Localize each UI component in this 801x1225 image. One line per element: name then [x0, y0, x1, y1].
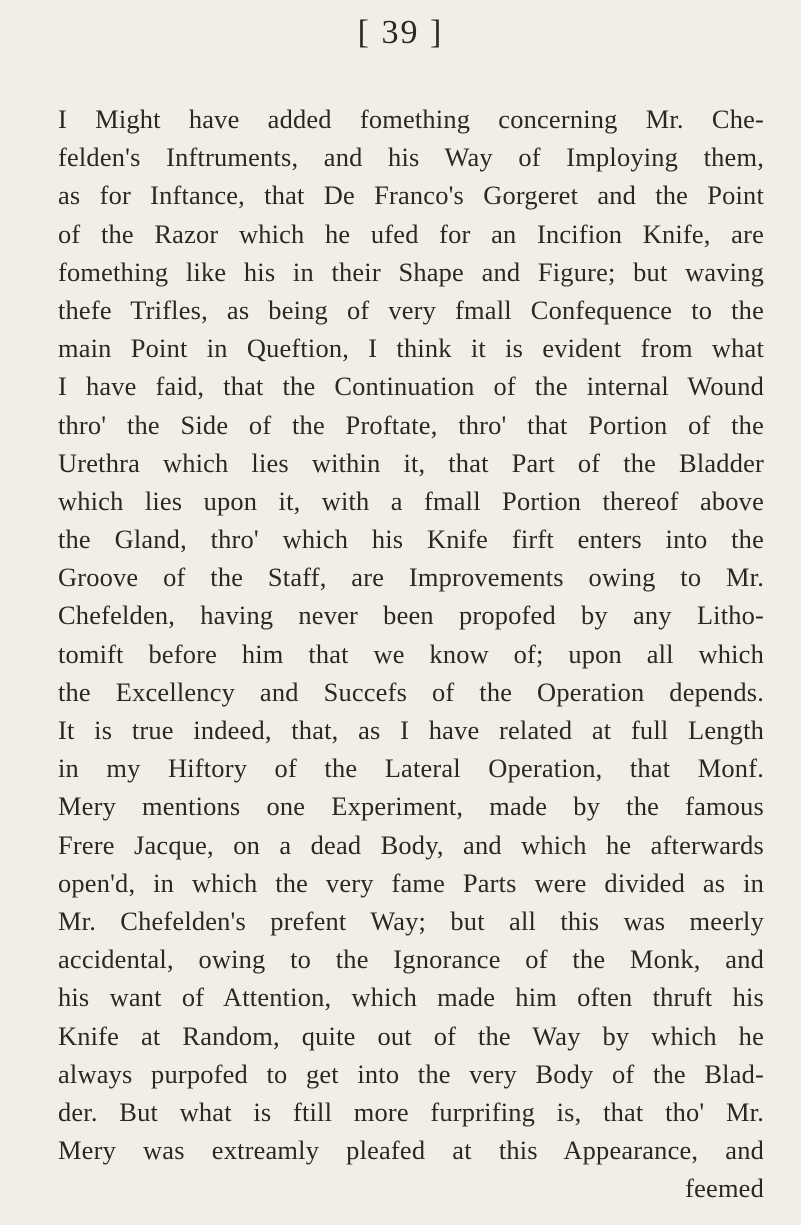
text-line: as for Inftance, that De Franco's Gorgeret and the Point — [58, 180, 764, 211]
text-line: the Gland, thro' which his Knife firft enters into the — [58, 524, 764, 555]
text-line: Chefelden, having never been propofed by any Litho- — [58, 600, 764, 631]
text-line: Mery was extreamly pleafed at this Appearance, and — [58, 1135, 764, 1166]
text-line: Groove of the Staff, are Improvements owing to Mr. — [58, 562, 764, 593]
text-line: always purpofed to get into the very Body of the Blad- — [58, 1058, 764, 1089]
text-line: open'd, in which the very fame Parts were divided as in — [58, 867, 764, 898]
text-line: fomething like his in their Shape and Figure; but waving — [58, 256, 764, 287]
text-line: in my Hiftory of the Lateral Operation, that Monf. — [58, 753, 764, 784]
text-line: felden's Inftruments, and his Way of Imploying them, — [58, 142, 764, 173]
text-line: Urethra which lies within it, that Part of the Bladder — [58, 447, 764, 478]
body-paragraph — [58, 100, 764, 1207]
text-line: I have faid, that the Continuation of the internal Wound — [58, 371, 764, 402]
catchword: feemed — [685, 1173, 764, 1204]
page-number: [ 39 ] — [357, 14, 444, 51]
text-line: thefe Trifles, as being of very fmall Confequence to the — [58, 294, 764, 325]
text-line: der. But what is ftill more furprifing is, that tho' Mr. — [58, 1096, 764, 1127]
text-line: accidental, owing to the Ignorance of the Monk, and — [58, 944, 764, 975]
text-line: which lies upon it, with a fmall Portion thereof above — [58, 485, 764, 516]
text-line: I Might have added fomething concerning Mr. Che- — [58, 104, 764, 134]
text-line: thro' the Side of the Proftate, thro' that Portion of the — [58, 409, 764, 440]
text-line: Mr. Chefelden's prefent Way; but all this was meerly — [58, 905, 764, 936]
text-line: his want of Attention, which made him often thruft his — [58, 982, 764, 1013]
text-line: of the Razor which he ufed for an Incifion Knife, are — [58, 218, 764, 249]
text-line: It is true indeed, that, as I have related at full Length — [58, 715, 764, 745]
text-line: tomift before him that we know of; upon all which — [58, 638, 764, 669]
text-line: Knife at Random, quite out of the Way by which he — [58, 1020, 764, 1051]
text-line: main Point in Queftion, I think it is evident from what — [58, 333, 764, 364]
text-line: Frere Jacque, on a dead Body, and which he afterwards — [58, 829, 764, 860]
text-line: Mery mentions one Experiment, made by the famous — [58, 791, 764, 822]
text-line: the Excellency and Succefs of the Operation depends. — [58, 676, 764, 707]
